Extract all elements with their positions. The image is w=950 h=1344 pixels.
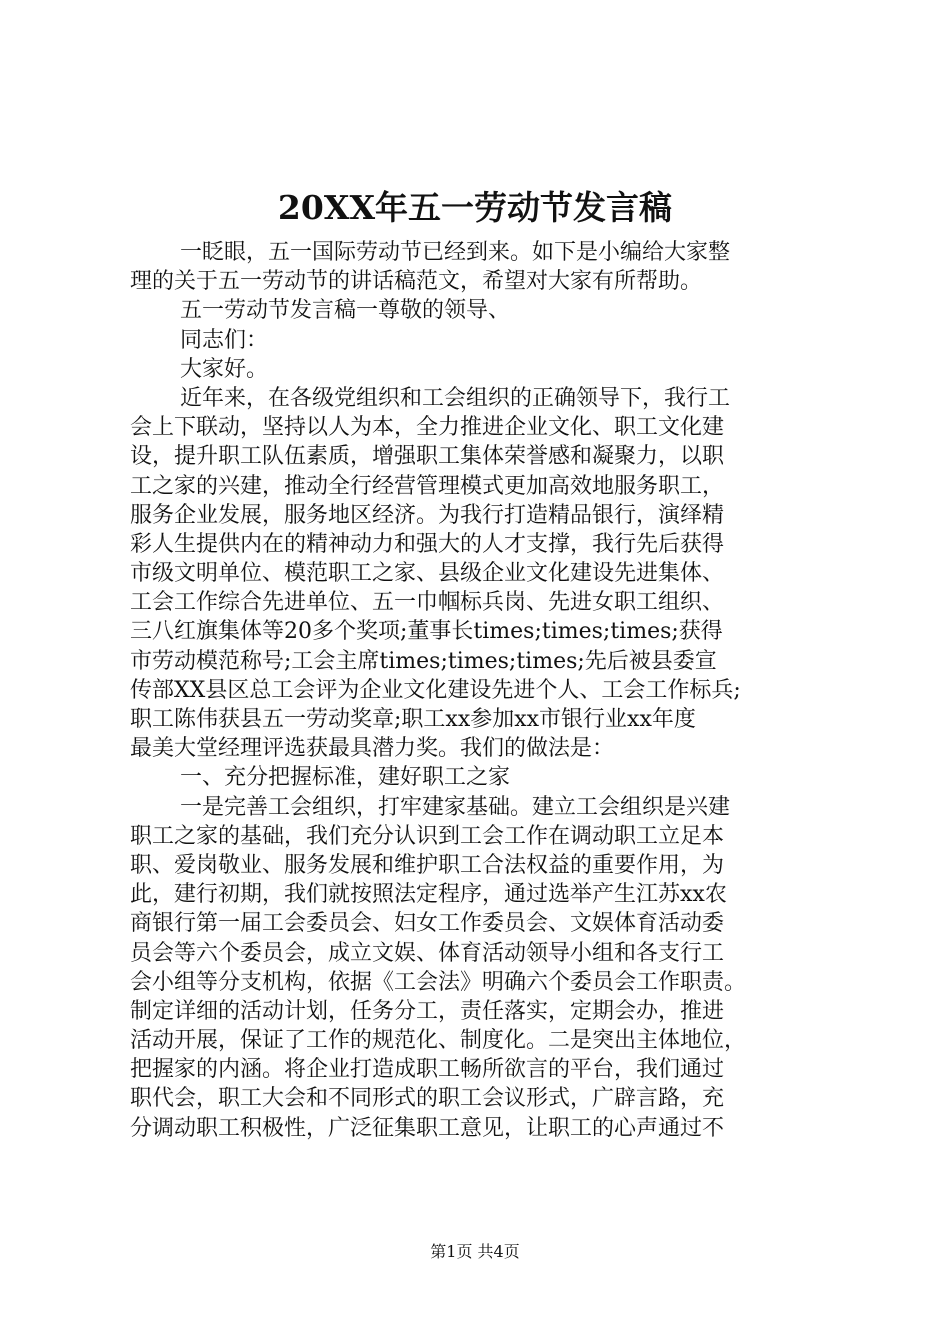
body-line: 职工陈伟获县五一劳动奖章;职工xx参加xx市银行业xx年度 [130, 707, 696, 732]
body-line: 彩人生提供内在的精神动力和强大的人才支撑，我行先后获得 [130, 531, 725, 557]
body-line: 员会等六个委员会，成立文娱、体育活动领导小组和各支行工 [130, 940, 725, 966]
body-line: 职工之家的基础，我们充分认识到工会工作在调动职工立足本 [130, 823, 725, 849]
body-line: 市级文明单位、模范职工之家、县级企业文化建设先进集体、 [130, 561, 725, 587]
body-line: 三八红旗集体等20多个奖项;董事长times;times;times;获得 [130, 619, 723, 645]
body-line: 一是完善工会组织，打牢建家基础。建立工会组织是兴建 [180, 794, 731, 820]
body-line: 工之家的兴建，推动全行经营管理模式更加高效地服务职工， [130, 473, 725, 499]
body-line: 职代会，职工大会和不同形式的职工会议形式，广辟言路，充 [130, 1086, 725, 1112]
page-footer: 第1页 共4页 [430, 1242, 520, 1261]
body-line: 职、爱岗敬业、服务发展和维护职工合法权益的重要作用，为 [130, 852, 725, 878]
body-line: 会小组等分支机构，依据《工会法》明确六个委员会工作职责。 [130, 969, 747, 995]
body-line: 五一劳动节发言稿一尊敬的领导、 [180, 298, 511, 324]
body-line: 一、充分把握标准，建好职工之家 [180, 765, 511, 791]
body-line: 服务企业发展，服务地区经济。为我行打造精品银行，演绎精 [130, 502, 725, 528]
body-line: 最美大堂经理评选获最具潜力奖。我们的做法是： [130, 736, 615, 762]
body-line: 大家好。 [180, 356, 269, 382]
body-line: 设，提升职工队伍素质，增强职工集体荣誉感和凝聚力，以职 [130, 444, 725, 470]
body-line: 活动开展，保证了工作的规范化、制度化。二是突出主体地位， [130, 1028, 747, 1054]
body-line: 近年来，在各级党组织和工会组织的正确领导下，我行工 [180, 385, 731, 411]
body-line: 同志们： [180, 327, 269, 353]
body-line: 制定详细的活动计划，任务分工，责任落实，定期会办，推进 [130, 998, 725, 1024]
body-line: 此，建行初期，我们就按照法定程序，通过选举产生江苏xx农 [130, 882, 727, 908]
body-line: 一眨眼，五一国际劳动节已经到来。如下是小编给大家整 [180, 240, 731, 265]
body-line: 工会工作综合先进单位、五一巾帼标兵岗、先进女职工组织、 [130, 590, 725, 616]
body-line: 会上下联动，坚持以人为本，全力推进企业文化、职工文化建 [130, 415, 725, 441]
body-line: 商银行第一届工会委员会、妇女工作委员会、文娱体育活动委 [130, 911, 725, 937]
document-body [130, 238, 850, 1143]
body-line: 理的关于五一劳动节的讲话稿范文，希望对大家有所帮助。 [130, 269, 703, 295]
document-title: 20XX年五一劳动节发言稿 [277, 188, 673, 227]
body-line: 分调动职工积极性，广泛征集职工意见，让职工的心声通过不 [130, 1115, 725, 1141]
body-line: 传部XX县区总工会评为企业文化建设先进个人、工会工作标兵; [130, 677, 741, 703]
body-line: 市劳动模范称号;工会主席times;times;times;先后被县委宣 [130, 648, 717, 674]
body-line: 把握家的内涵。将企业打造成职工畅所欲言的平台，我们通过 [130, 1057, 725, 1083]
